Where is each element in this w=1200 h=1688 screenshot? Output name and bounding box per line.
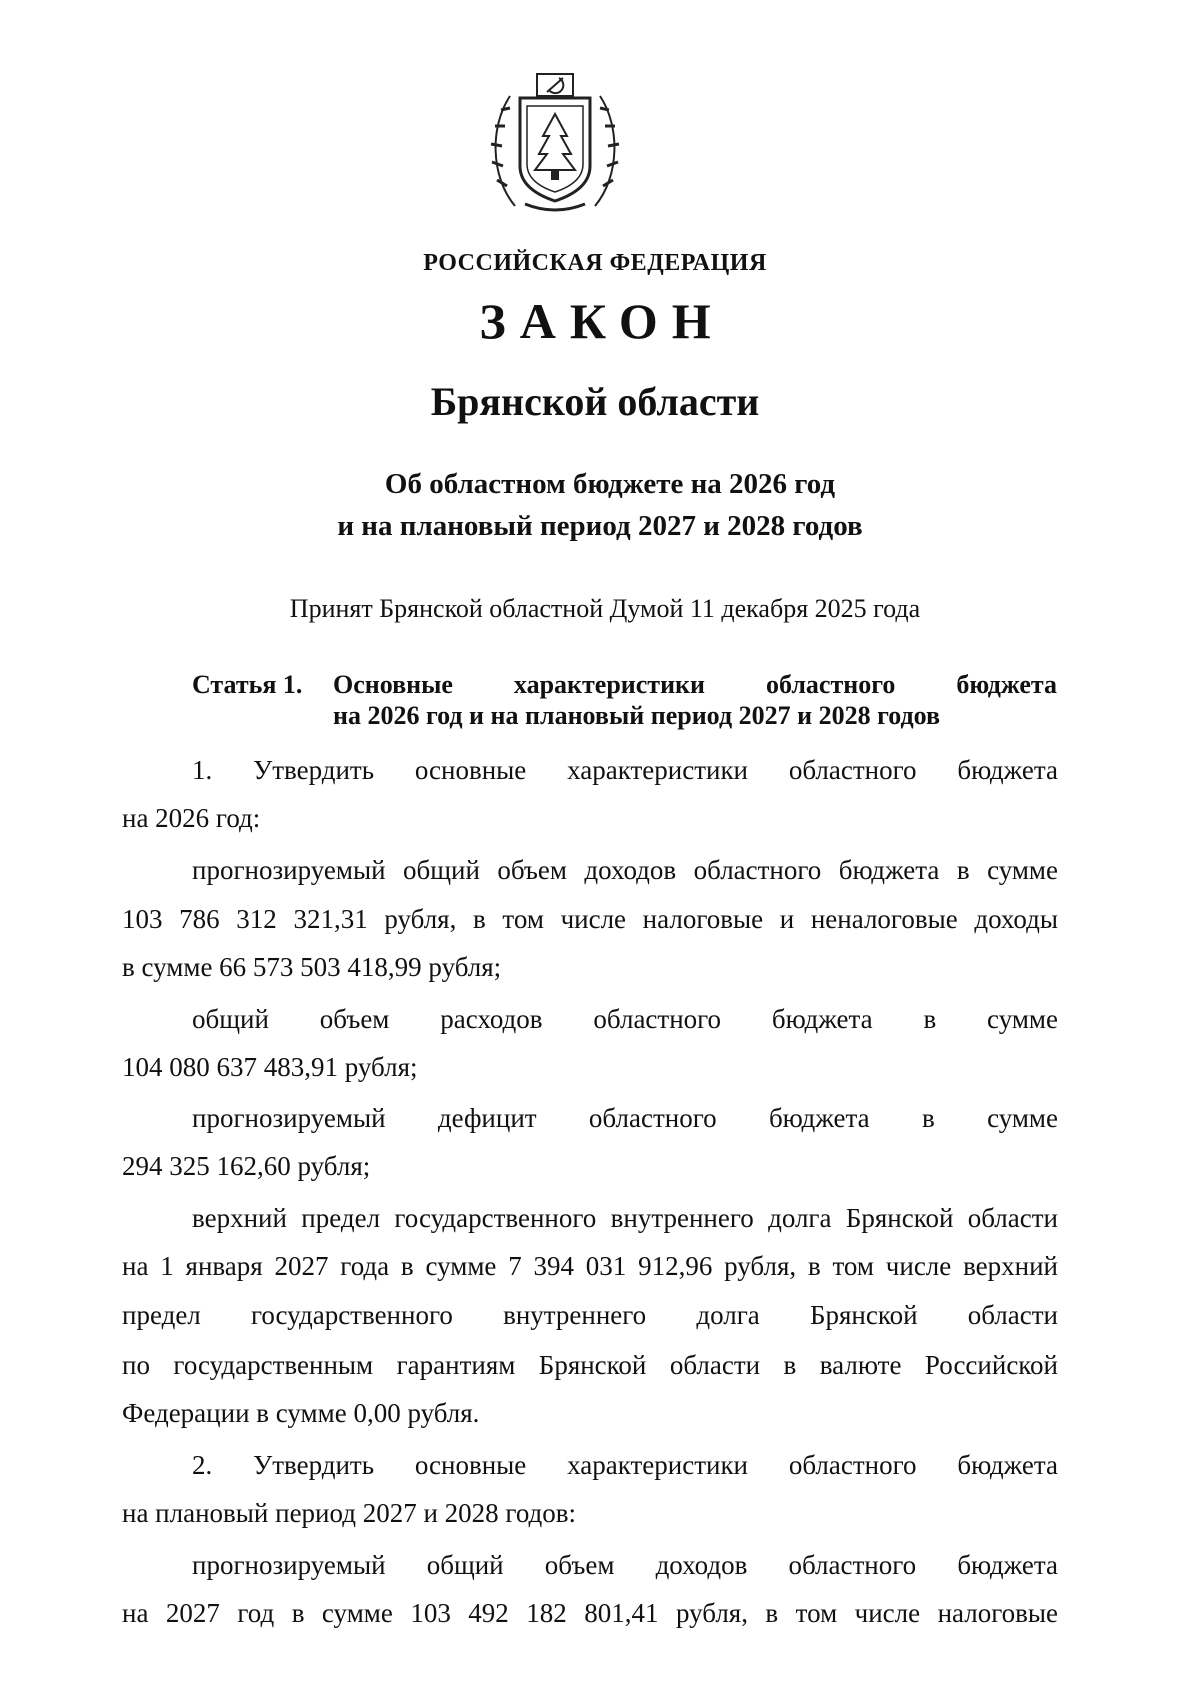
adoption-line: Принят Брянской областной Думой 11 декабря 2025 года: [289, 594, 921, 623]
law-title-line-1: Об областном бюджете на 2026 год: [384, 468, 836, 500]
body-line: 294 325 162,60 рубля;: [122, 1151, 371, 1181]
body-line: на плановый период 2027 и 2028 годов:: [122, 1498, 577, 1528]
body-line: 1. Утвердить основные характеристики областного бюджета: [192, 755, 1058, 785]
body-line: на 2027 год в сумме 103 492 182 801,41 рубля, в том числе налоговые: [122, 1598, 1058, 1628]
body-line: 2. Утвердить основные характеристики областного бюджета: [192, 1450, 1058, 1480]
country-heading: РОССИЙСКАЯ ФЕДЕРАЦИЯ: [423, 250, 767, 276]
body-line: по государственным гарантиям Брянской области в валюте Российской: [122, 1350, 1058, 1380]
article-title-line-2: на 2026 год и на плановый период 2027 и 2028 годов: [333, 701, 941, 730]
body-line: на 2026 год:: [122, 803, 261, 833]
body-line: общий объем расходов областного бюджета в сумме: [192, 1004, 1058, 1034]
body-line: Федерации в сумме 0,00 рубля.: [122, 1398, 480, 1428]
article-label: Статья 1.: [192, 670, 303, 699]
body-line: прогнозируемый общий объем доходов областного бюджета в сумме: [192, 855, 1058, 885]
body-line: предел государственного внутреннего долга Брянской области: [122, 1300, 1058, 1330]
body-line: прогнозируемый общий объем доходов областного бюджета: [192, 1550, 1058, 1580]
body-line: 103 786 312 321,31 рубля, в том числе налоговые и неналоговые доходы: [122, 904, 1058, 934]
body-line: прогнозируемый дефицит областного бюджета в сумме: [192, 1103, 1058, 1133]
body-line: на 1 января 2027 года в сумме 7 394 031 912,96 рубля, в том числе верхний: [122, 1251, 1058, 1281]
body-line: верхний предел государственного внутреннего долга Брянской области: [192, 1203, 1058, 1233]
article-title-line-1: Основные характеристики областного бюджета: [333, 670, 1057, 699]
document-type: ЗАКОН: [479, 293, 725, 349]
coat-of-arms-icon: [485, 66, 625, 216]
body-line: в сумме 66 573 503 418,99 рубля;: [122, 952, 502, 982]
law-title-line-2: и на плановый период 2027 и 2028 годов: [337, 510, 863, 542]
body-line: 104 080 637 483,91 рубля;: [122, 1052, 418, 1082]
region-heading: Брянской области: [430, 379, 760, 424]
